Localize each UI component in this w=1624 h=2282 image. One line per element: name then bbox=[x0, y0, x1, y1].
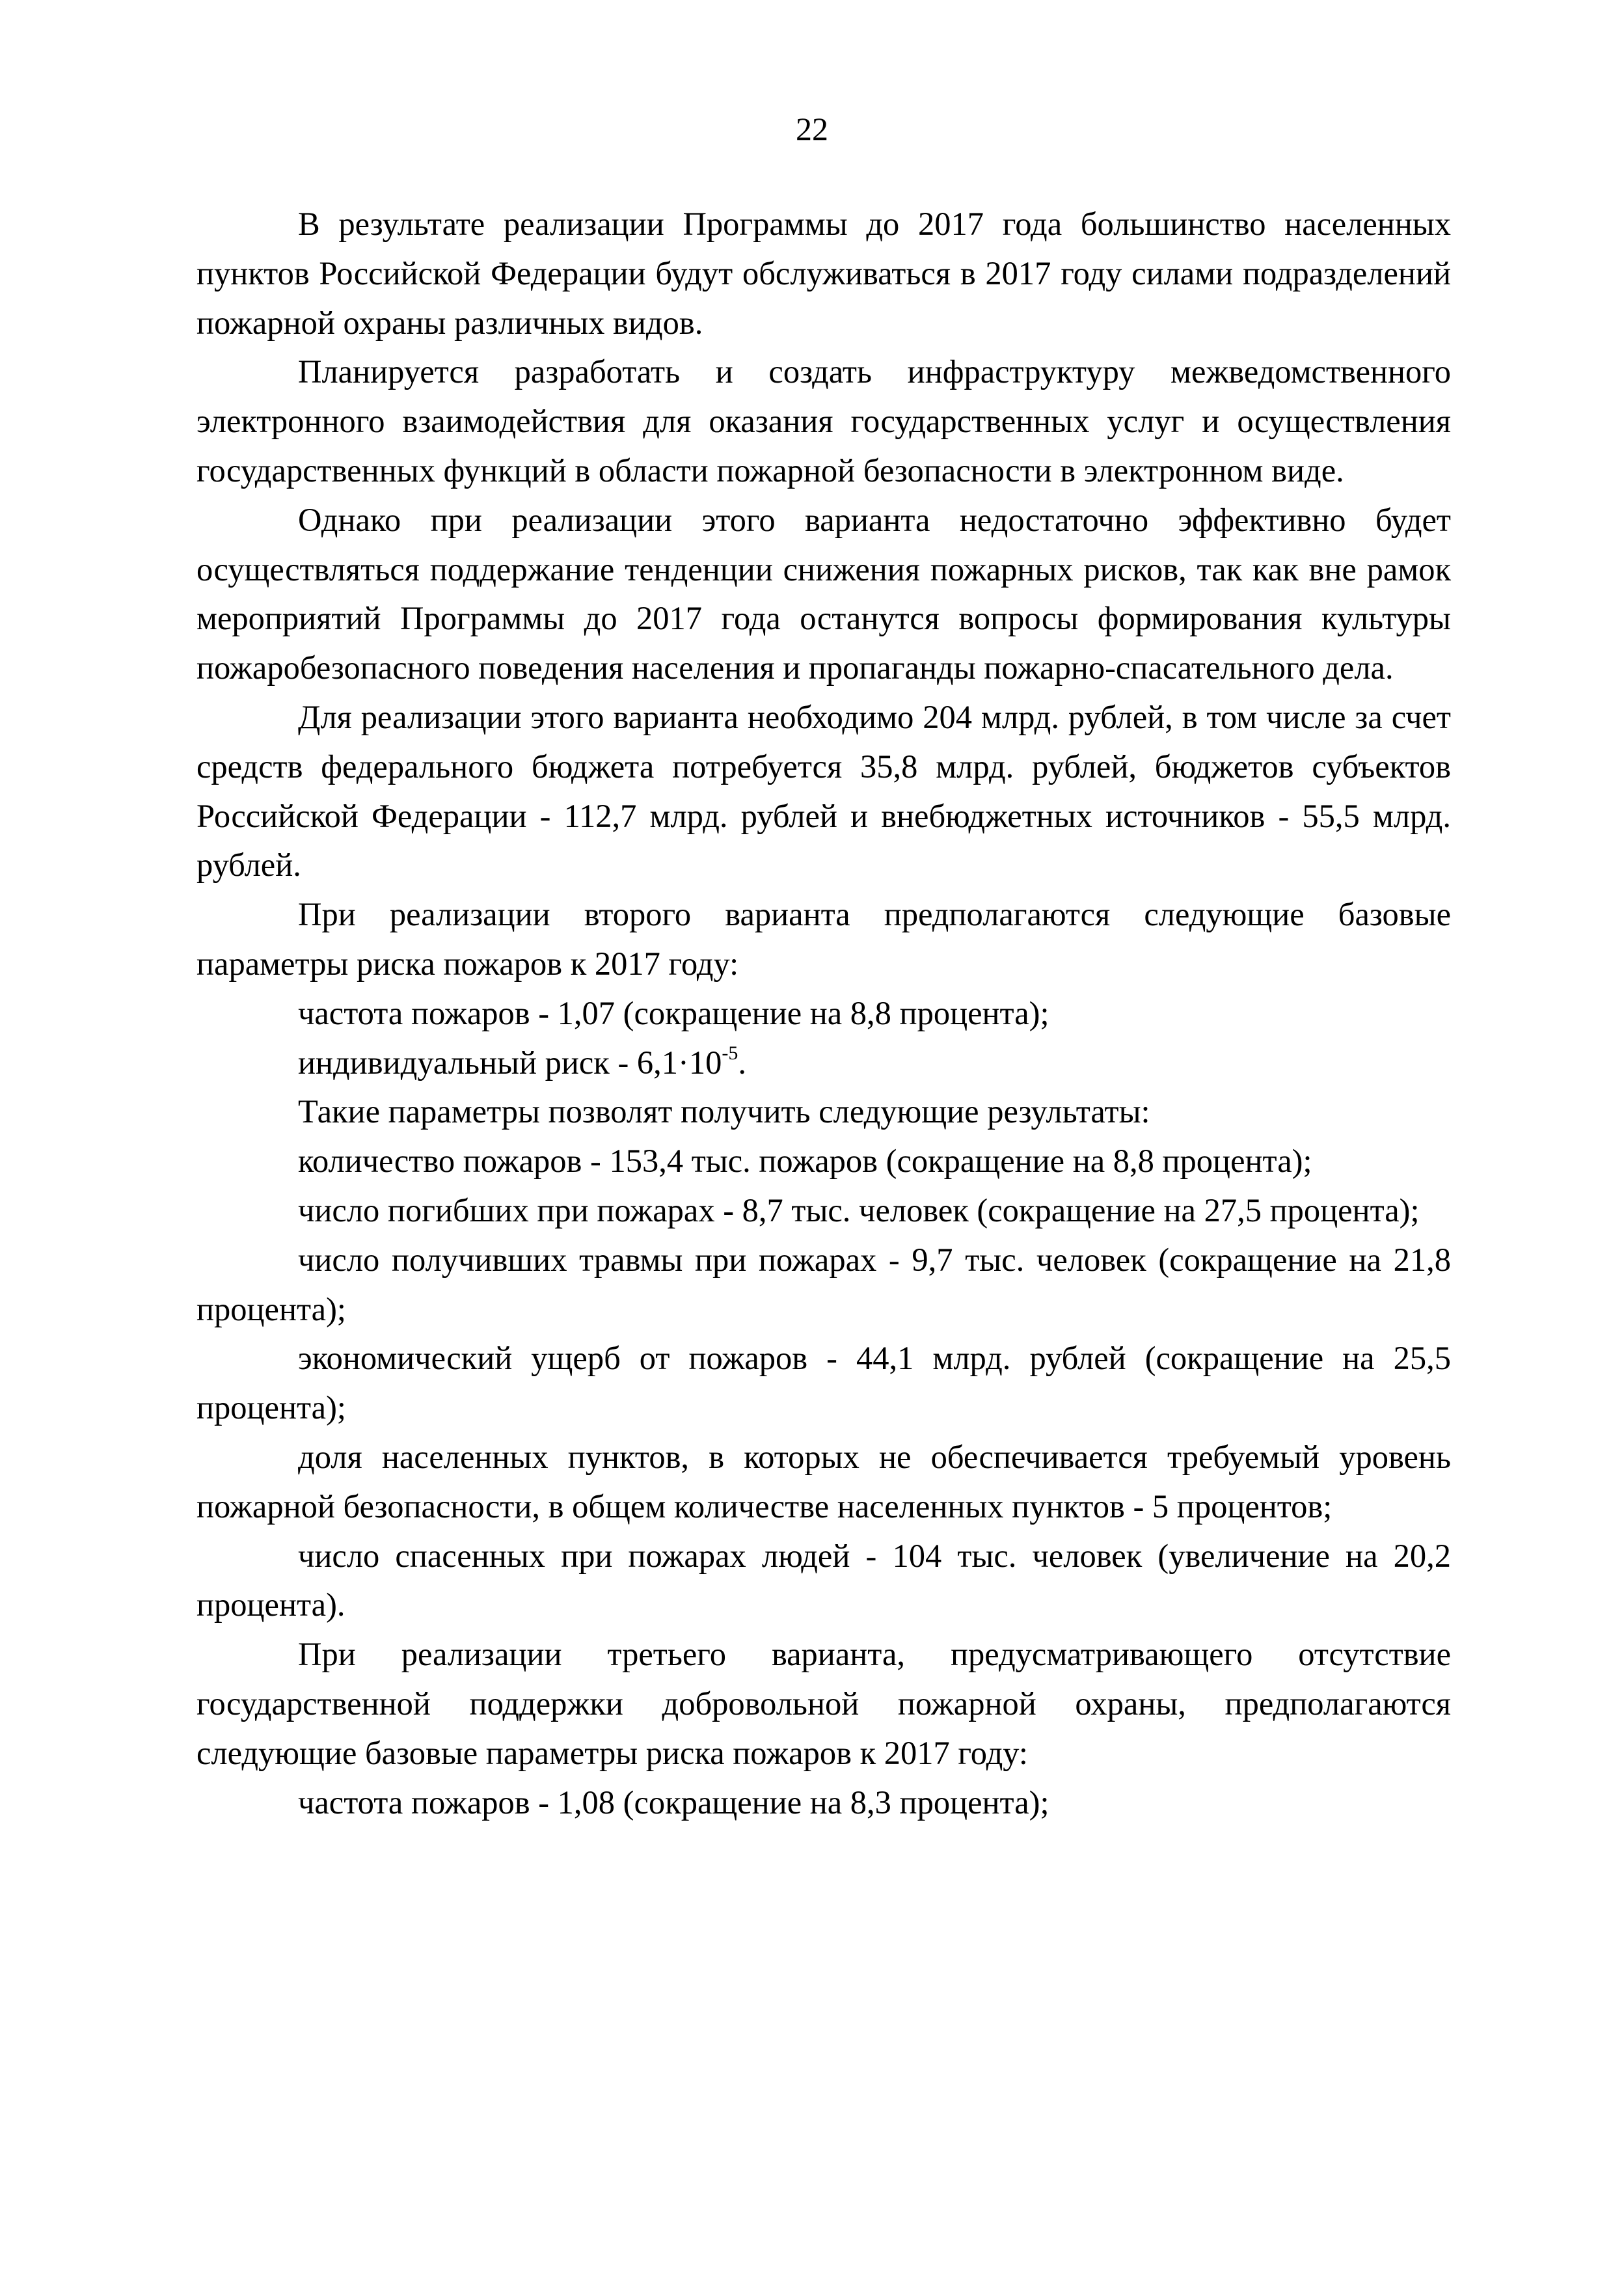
paragraph: Планируется разработать и создать инфраструктуру межведомственного электронного взаимодействия для оказания государственных услуг и осуществления государственных функций в области пожарной безопасности в электронном виде. bbox=[196, 353, 1451, 489]
paragraph: количество пожаров - 153,4 тыс. пожаров (сокращение на 8,8 процента); bbox=[298, 1143, 1312, 1180]
paragraph: число получивших травмы при пожарах - 9,7 тыс. человек (сокращение на 21,8 процента); bbox=[196, 1241, 1451, 1327]
paragraph: При реализации третьего варианта, предусматривающего отсутствие государственной поддержки добровольной пожарной охраны, предполагаются следующие базовые параметры риска пожаров к 2017 году: bbox=[196, 1636, 1451, 1771]
paragraph: число спасенных при пожарах людей - 104 тыс. человек (увеличение на 20,2 процента). bbox=[196, 1537, 1451, 1623]
paragraph: частота пожаров - 1,08 (сокращение на 8,3 процента); bbox=[298, 1784, 1049, 1821]
paragraph: экономический ущерб от пожаров - 44,1 млрд. рублей (сокращение на 25,5 процента); bbox=[196, 1340, 1451, 1426]
paragraph: число погибших при пожарах - 8,7 тыс. человек (сокращение на 27,5 процента); bbox=[298, 1191, 1420, 1229]
paragraph: Для реализации этого варианта необходимо 204 млрд. рублей, в том числе за счет средств федерального бюджета потребуется 35,8 млрд. рублей, бюджетов субъектов Российской Федерации - 112,7 млрд. рублей и внебюджетных источников - 55,5 млрд. рублей. bbox=[196, 698, 1451, 884]
paragraph: Такие параметры позволят получить следующие результаты: bbox=[298, 1093, 1150, 1130]
paragraph: частота пожаров - 1,07 (сокращение на 8,8 процента); bbox=[298, 994, 1049, 1031]
individual-risk-line bbox=[196, 1039, 1451, 1088]
paragraph: доля населенных пунктов, в которых не обеспечивается требуемый уровень пожарной безопасности, в общем количестве населенных пунктов - 5 процентов; bbox=[196, 1438, 1451, 1525]
paragraph: При реализации второго варианта предполагаются следующие базовые параметры риска пожаров к 2017 году: bbox=[196, 896, 1451, 982]
document-body bbox=[196, 200, 1451, 1827]
risk-end: . bbox=[738, 1044, 746, 1081]
risk-exponent: -5 bbox=[722, 1042, 738, 1064]
paragraph: Однако при реализации этого варианта недостаточно эффективно будет осуществляться поддержание тенденции снижения пожарных рисков, так как вне рамок мероприятий Программы до 2017 года останутся вопросы формирования культуры пожаробезопасного поведения населения и пропаганды пожарно-спасательного дела. bbox=[196, 501, 1451, 686]
paragraph: В результате реализации Программы до 2017 года большинство населенных пунктов Российской Федерации будут обслуживаться в 2017 году силами подразделений пожарной охраны различных видов. bbox=[196, 206, 1451, 341]
risk-text: индивидуальный риск - 6,1·10 bbox=[298, 1044, 722, 1081]
page-number: 22 bbox=[796, 111, 828, 147]
